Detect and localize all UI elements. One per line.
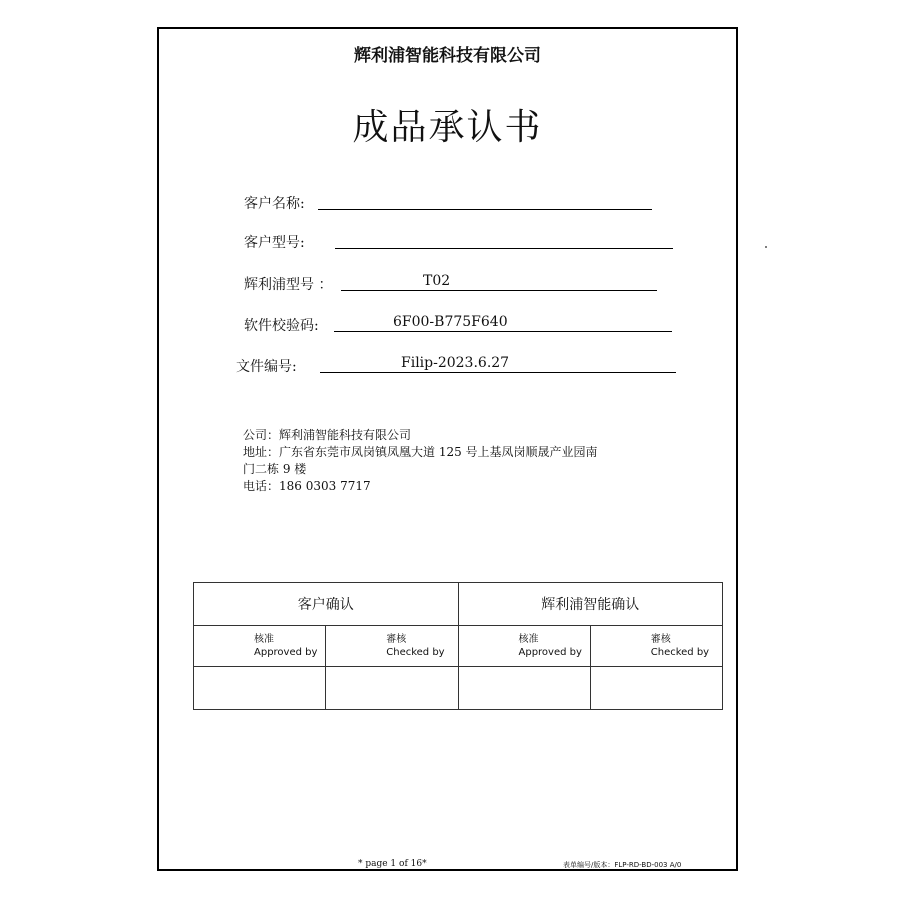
- confirmation-table: [193, 582, 723, 710]
- company-model-value: T02: [423, 273, 451, 289]
- approved-cell-1: [194, 626, 326, 667]
- customer-confirm-header: 客户确认: [194, 583, 459, 626]
- signature-cell-1[interactable]: [194, 667, 326, 710]
- checked-cell-1: [326, 626, 458, 667]
- software-checksum-label: 软件校验码:: [244, 318, 319, 334]
- info-address-line2: 门二栋 9 楼: [243, 462, 307, 476]
- file-number-value: Filip-2023.6.27: [401, 355, 510, 371]
- software-checksum-line[interactable]: [334, 315, 672, 332]
- signature-cell-3[interactable]: [458, 667, 590, 710]
- field-company-model: [244, 273, 451, 294]
- approved-label-1: 核准 Approved by: [254, 634, 318, 658]
- document-page: [157, 27, 738, 871]
- signature-cell-2[interactable]: [326, 667, 458, 710]
- customer-name-label: 客户名称:: [244, 196, 305, 212]
- software-checksum-value: 6F00-B775F640: [393, 314, 508, 330]
- field-file-number: [236, 355, 510, 376]
- customer-model-label: 客户型号:: [244, 235, 305, 251]
- field-customer-model: [244, 232, 305, 252]
- approved-label-2: 核准 Approved by: [518, 634, 582, 658]
- checked-label-2: 審核 Checked by: [650, 634, 710, 658]
- customer-model-line[interactable]: [335, 232, 673, 249]
- signature-cell-4[interactable]: [590, 667, 722, 710]
- info-address-line1: 地址：广东省东莞市凤岗镇凤凰大道 125 号上基凤岗顺晟产业园南: [243, 445, 598, 459]
- approved-cell-2: [458, 626, 590, 667]
- customer-name-line[interactable]: [318, 193, 652, 210]
- file-number-line[interactable]: [320, 356, 676, 373]
- company-header: 辉利浦智能科技有限公司: [354, 46, 541, 66]
- company-model-label: 辉利浦型号 ：: [244, 277, 333, 293]
- checked-cell-2: [590, 626, 722, 667]
- info-company: 公司：辉利浦智能科技有限公司: [243, 428, 412, 442]
- company-model-line[interactable]: [341, 274, 657, 291]
- company-confirm-header: 辉利浦智能确认: [458, 583, 723, 626]
- field-software-checksum: [244, 314, 508, 335]
- form-code: 表单编号/版本：FLP-RD-BD-003 A/0: [563, 861, 682, 869]
- field-customer-name: [244, 193, 305, 213]
- checked-label-1: 審核 Checked by: [386, 634, 445, 658]
- stray-dot: [765, 246, 767, 248]
- file-number-label: 文件编号:: [236, 359, 297, 375]
- company-info: [243, 427, 598, 495]
- page-number: * page 1 of 16*: [358, 859, 427, 869]
- info-phone: 电话：186 0303 7717: [243, 479, 371, 493]
- document-title: 成品承认书: [352, 107, 543, 148]
